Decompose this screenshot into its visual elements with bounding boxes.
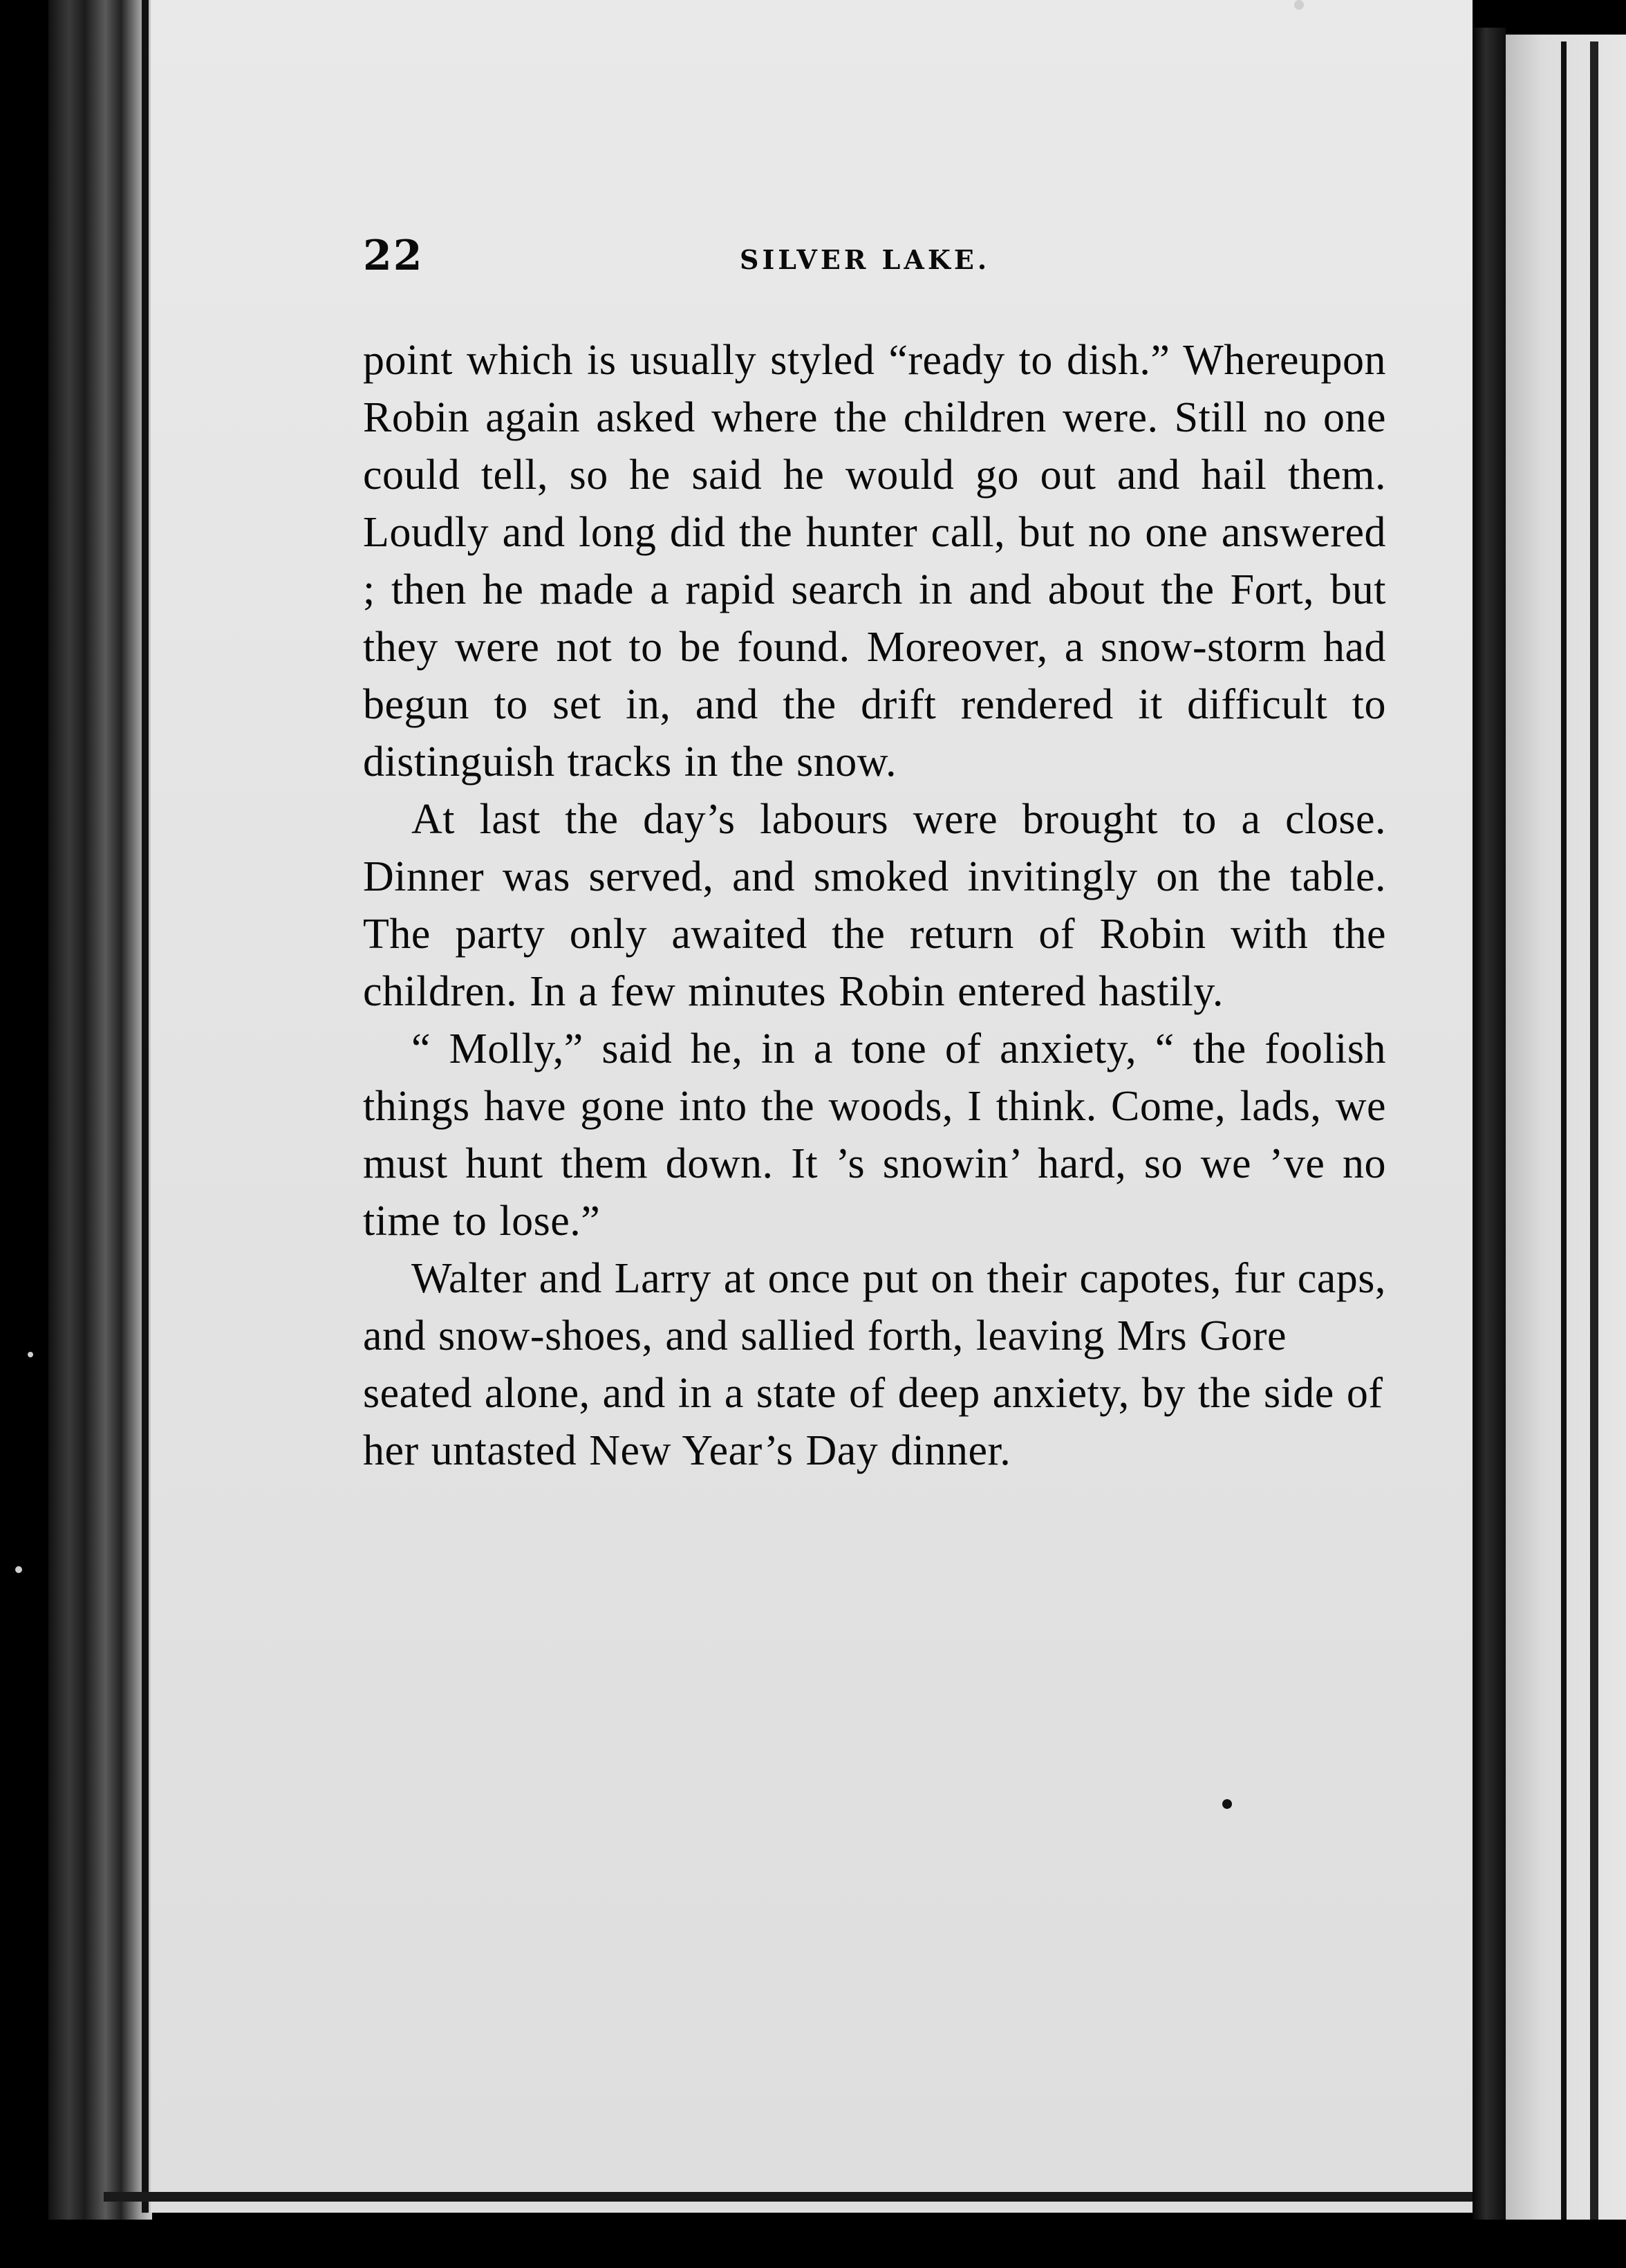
page-number: 22 xyxy=(363,232,424,280)
paragraph: At last the day’s labours were brought to a close. Dinner was served, and smoked invitingly on the table. The party only awaited the return of Robin with the children. In a few minutes Robin entered hastily. xyxy=(363,796,1386,1015)
paragraph: “ Molly,” said he, in a tone of anxiety, “ the foolish things have gone into the woods, I think. Come, lads, we must hunt them down. It ’s snowin’ hard, so we ’ve no time to lose.” xyxy=(363,1025,1386,1245)
spine-edge-line xyxy=(142,0,149,2213)
paragraph: Walter and Larry at once put on their capotes, fur caps, and snow-shoes, and sallied forth, leaving Mrs Gore seated alone, and in a state of deep anxiety, by the side of her untasted New Year’s Day dinner. xyxy=(363,1255,1386,1474)
scan-speck xyxy=(1222,1799,1232,1809)
page-bottom-edge xyxy=(104,2192,1479,2202)
running-head xyxy=(363,232,1386,294)
paragraph: point which is usually styled “ready to dish.” Whereupon Robin again asked where the children were. Still no one could tell, so he said he would go out and hail them. Loudly and long did the hunter call, but no one answered ; then he made a rapid search in and about the Fort, but they were not to be found. Moreover, a snow-storm had begun to set in, and the drift rendered it difficult to distinguish tracks in the snow. xyxy=(363,337,1386,786)
page-gutter xyxy=(1473,28,1506,2220)
page-body-text xyxy=(363,332,1386,1480)
scan-speck xyxy=(1294,0,1304,10)
book-spine xyxy=(48,0,152,2220)
scan-speck xyxy=(28,1352,33,1357)
running-head-title: SILVER LAKE. xyxy=(740,244,991,275)
facing-page-line xyxy=(1590,41,1598,2220)
facing-page-line xyxy=(1561,41,1567,2220)
scan-speck xyxy=(15,1566,22,1573)
